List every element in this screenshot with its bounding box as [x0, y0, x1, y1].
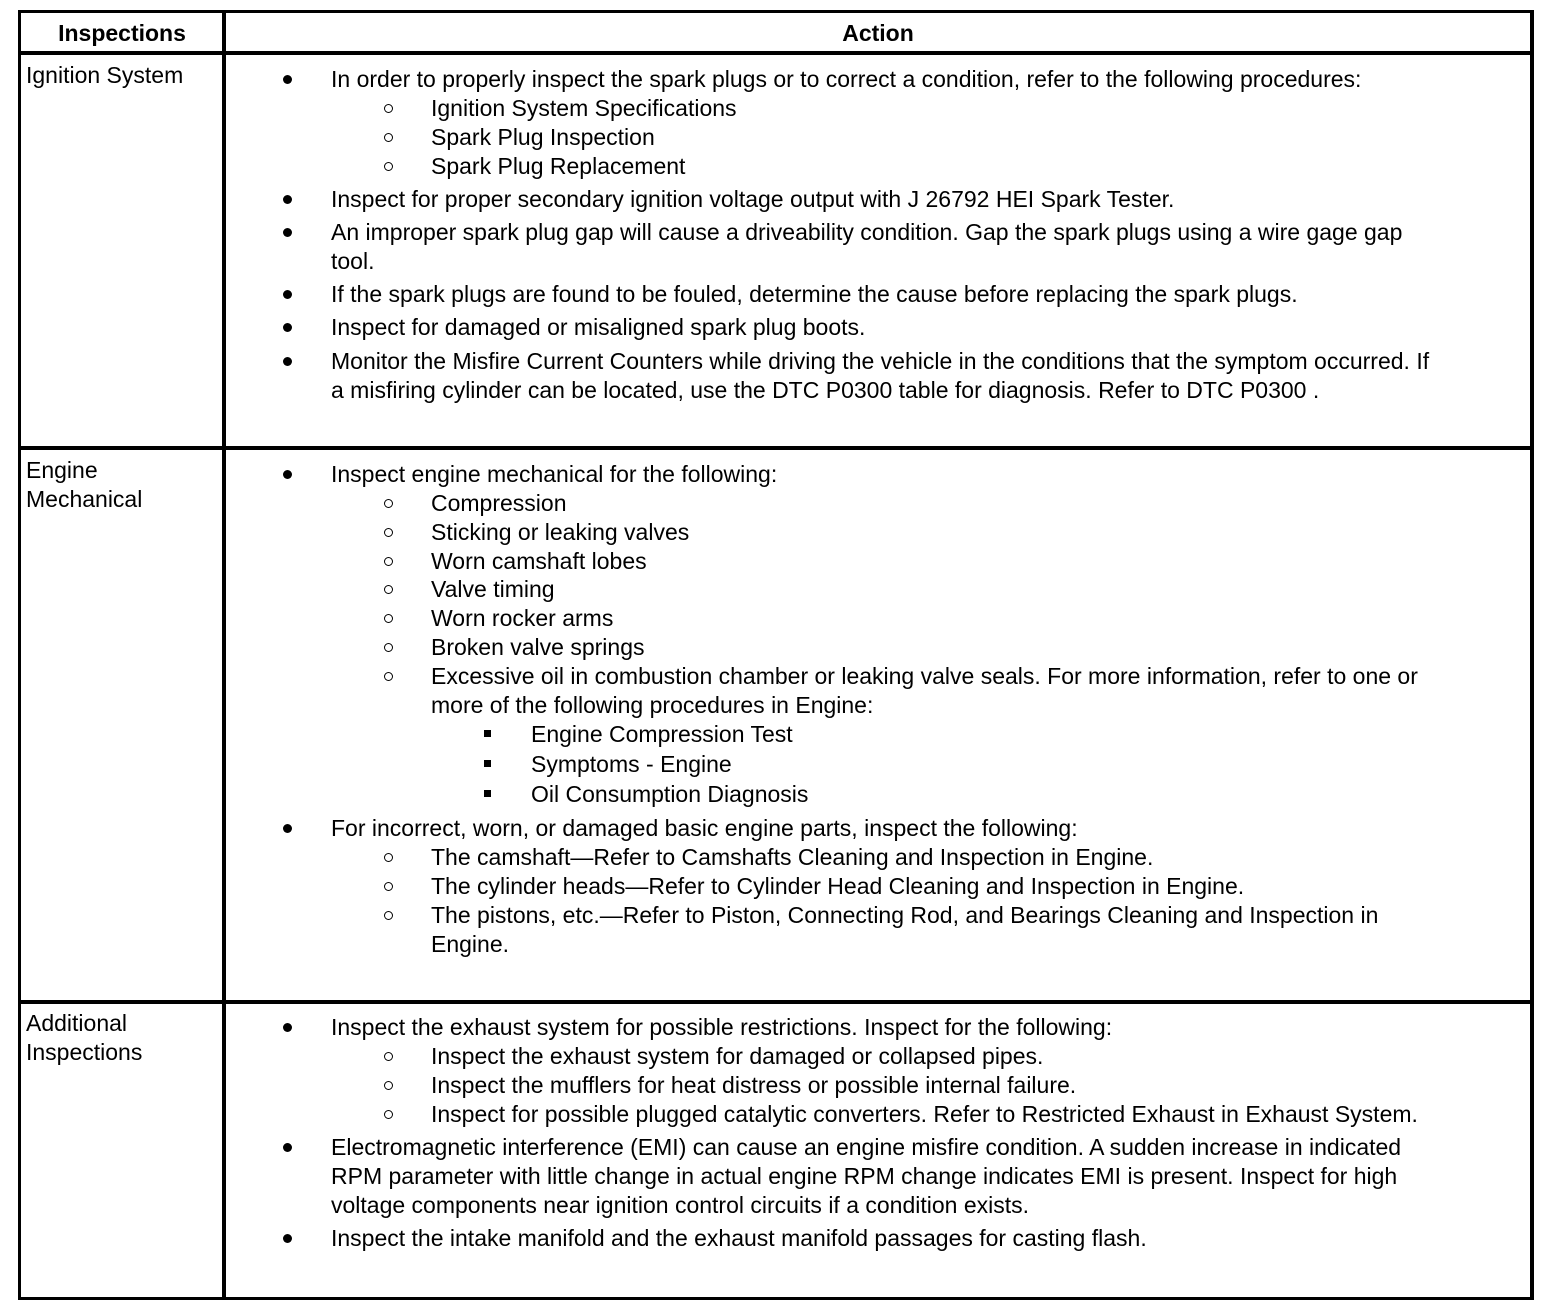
bullet-dot [283, 1234, 292, 1243]
list-item: Oil Consumption Diagnosis [531, 781, 809, 807]
list-item: The camshaft—Refer to Camshafts Cleaning and Inspection in Engine. [431, 844, 1154, 870]
bullet-dot [283, 824, 292, 833]
header-action: Action [842, 20, 914, 46]
bullet-dot [283, 470, 292, 479]
row-label-line: Additional [26, 1010, 128, 1036]
list-item-continuation: Engine. [431, 931, 510, 957]
list-item: The cylinder heads—Refer to Cylinder Head Cleaning and Inspection in Engine. [431, 873, 1245, 899]
bullet-dot [283, 357, 292, 366]
list-item: Spark Plug Inspection [431, 124, 655, 150]
bullet-dot [283, 323, 292, 332]
list-item-continuation: a misfiring cylinder can be located, use the DTC P0300 table for diagnosis. Refer to DTC P0300 . [331, 377, 1320, 403]
bullet-circle [384, 853, 393, 862]
row-label-line: Mechanical [26, 486, 143, 512]
list-item: Worn rocker arms [431, 605, 614, 631]
row-label-additional-inspections [26, 1009, 222, 1067]
row-divider-2 [18, 1000, 1534, 1004]
bullet-square [484, 790, 491, 797]
list-item: The pistons, etc.—Refer to Piston, Connecting Rod, and Bearings Cleaning and Inspection in [431, 902, 1379, 928]
bullet-dot [283, 195, 292, 204]
bullet-circle [384, 133, 393, 142]
bullet-dot [283, 290, 292, 299]
table-border-bottom [18, 1297, 1534, 1300]
bullet-square [484, 730, 491, 737]
list-item: Excessive oil in combustion chamber or leaking valve seals. For more information, refer to one or [431, 663, 1418, 689]
bullet-circle [384, 104, 393, 113]
bullet-circle [384, 528, 393, 537]
list-item: Inspect the intake manifold and the exhaust manifold passages for casting flash. [331, 1225, 1147, 1251]
bullet-circle [384, 1081, 393, 1090]
list-item: Worn camshaft lobes [431, 548, 647, 574]
column-divider [222, 10, 226, 1300]
bullet-circle [384, 672, 393, 681]
list-item: Inspect for proper secondary ignition voltage output with J 26792 HEI Spark Tester. [331, 186, 1175, 212]
bullet-circle [384, 614, 393, 623]
list-item: Spark Plug Replacement [431, 153, 686, 179]
list-item-continuation: tool. [331, 248, 375, 274]
list-item-continuation: RPM parameter with little change in actual engine RPM change indicates EMI is present. Inspect for high [331, 1163, 1398, 1189]
bullet-dot [283, 1143, 292, 1152]
bullet-circle [384, 882, 393, 891]
list-item: Inspect the exhaust system for possible restrictions. Inspect for the following: [331, 1014, 1113, 1040]
bullet-circle [384, 1110, 393, 1119]
list-item: Sticking or leaking valves [431, 519, 690, 545]
bullet-dot [283, 228, 292, 237]
bullet-circle [384, 557, 393, 566]
header-inspections: Inspections [58, 20, 186, 46]
list-item: Monitor the Misfire Current Counters while driving the vehicle in the conditions that the symptom occurred. If [331, 348, 1430, 374]
list-item: Inspect for damaged or misaligned spark plug boots. [331, 314, 866, 340]
list-item: An improper spark plug gap will cause a driveability condition. Gap the spark plugs using a wire gage gap [331, 219, 1403, 245]
list-item: Inspect for possible plugged catalytic converters. Refer to Restricted Exhaust in Exhaust System. [431, 1101, 1418, 1127]
list-item: In order to properly inspect the spark plugs or to correct a condition, refer to the following procedures: [331, 66, 1362, 92]
bullet-circle [384, 911, 393, 920]
list-item: Ignition System Specifications [431, 95, 737, 121]
bullet-dot [283, 75, 292, 84]
row-divider-1 [18, 446, 1534, 450]
list-item: If the spark plugs are found to be fouled, determine the cause before replacing the spark plugs. [331, 281, 1298, 307]
list-item: Compression [431, 490, 567, 516]
row-label-engine-mechanical [26, 456, 222, 514]
bullet-circle [384, 162, 393, 171]
row-label-line: Inspections [26, 1039, 143, 1065]
list-item-continuation: more of the following procedures in Engine: [431, 692, 874, 718]
list-item-continuation: voltage components near ignition control circuits if a condition exists. [331, 1192, 1030, 1218]
list-item: Inspect the exhaust system for damaged or collapsed pipes. [431, 1043, 1044, 1069]
list-item: Engine Compression Test [531, 721, 793, 747]
row-label-line: Engine [26, 457, 98, 483]
list-item: Broken valve springs [431, 634, 645, 660]
table-border-left [18, 10, 21, 1300]
list-item: Electromagnetic interference (EMI) can cause an engine misfire condition. A sudden increase in indicated [331, 1134, 1402, 1160]
bullet-circle [384, 1052, 393, 1061]
list-item: For incorrect, worn, or damaged basic engine parts, inspect the following: [331, 815, 1078, 841]
bullet-circle [384, 643, 393, 652]
table-border-top [18, 10, 1534, 13]
bullet-circle [384, 499, 393, 508]
list-item: Inspect the mufflers for heat distress or possible internal failure. [431, 1072, 1077, 1098]
bullet-dot [283, 1023, 292, 1032]
table-border-right [1530, 10, 1534, 1300]
bullet-square [484, 760, 491, 767]
row-label-ignition-system: Ignition System [26, 62, 184, 88]
list-item: Valve timing [431, 576, 555, 602]
bullet-circle [384, 585, 393, 594]
list-item: Inspect engine mechanical for the following: [331, 461, 778, 487]
list-item: Symptoms - Engine [531, 751, 732, 777]
